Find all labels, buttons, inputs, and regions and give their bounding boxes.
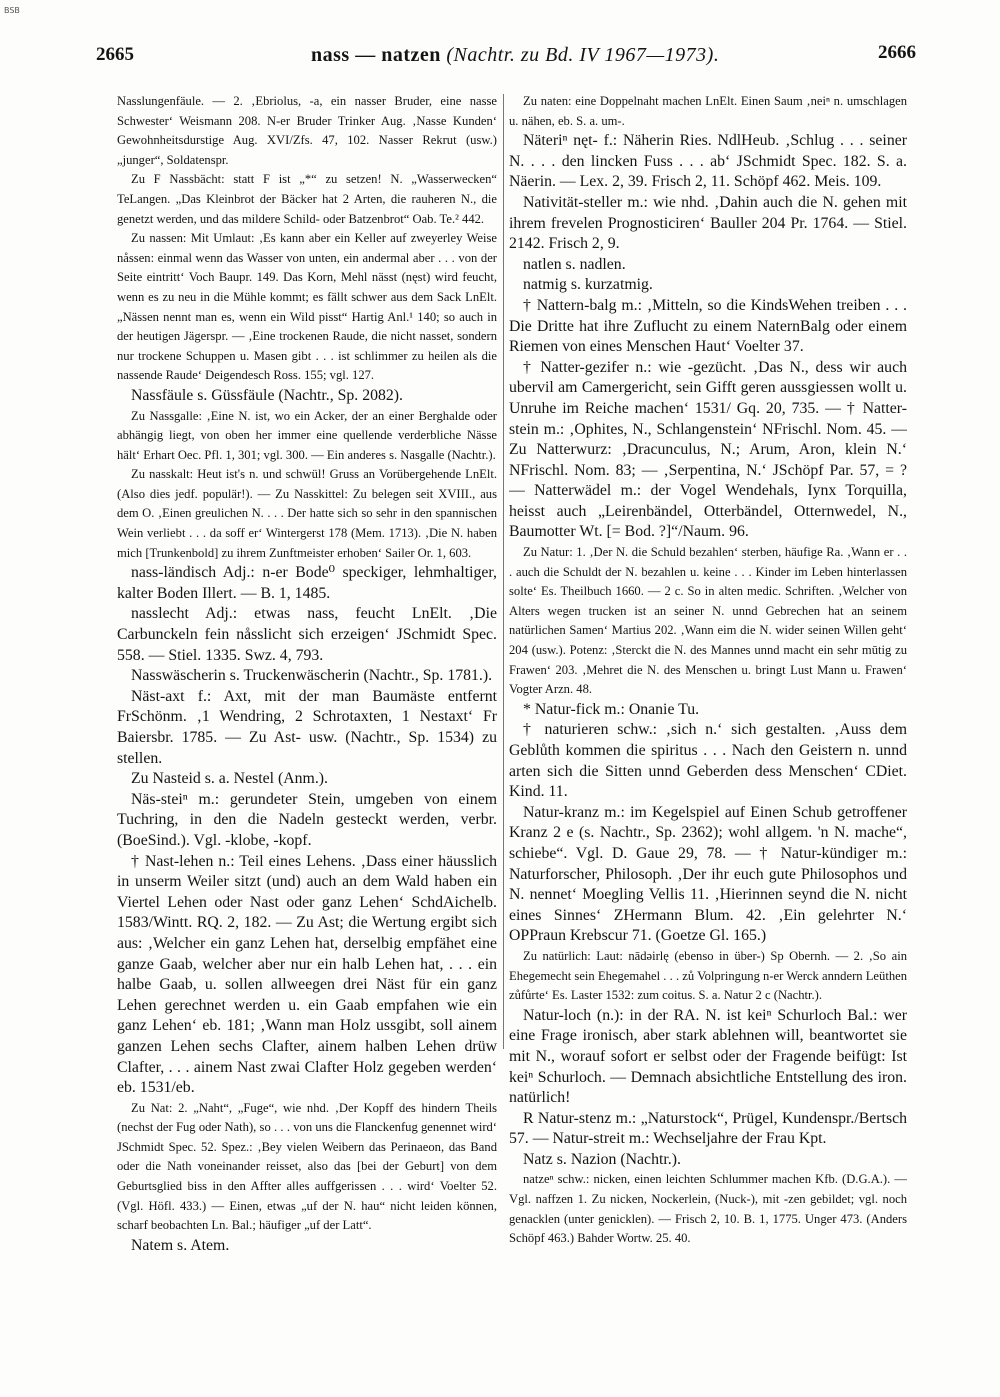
page-header: [96, 42, 916, 72]
entry-natur-stenz: R Natur-stenz m.: „Naturstock“, Prügel, Kundenspr./Bertsch 57. — Natur-streit m.: Wechseljahre der Frau Kpt.: [509, 1109, 907, 1148]
entry-natur: Zu Natur: 1. ‚Der N. die Schuld bezahlen‘ sterben, häufige Ra. ‚Wann er . . . auch die Schuldt der N. bezahlen u. keine . . . Kinder im Leben hinterlassen solte‘ Es. Theilbuch 1660. — 2 c. So in alten medic. Schriften. ‚Welcher von Alters wegen trucken ist an seiner N. unnd Gebrechen hat an seinem natürlichen Samen‘ Martius 202. ‚Wann eim die N. wider seinen Willen geht‘ 204 (usw.). Potenz: ‚Sterckt die N. des Mannes unnd macht ein sehr mūtig zu Frawen‘ 203. ‚Mehret die N. des Menschen u. bringt Lust Mann u. Frawen‘ Vogter Arzn. 48.: [509, 545, 907, 697]
library-stamp: BSB: [4, 6, 20, 15]
entry-nasskalt: Zu nasskalt: Heut ist's n. und schwül! Gruss an Vorübergehende LnElt. (Also dies jedf. populär!). — Zu Nasskittel: Zu belegen seit XVIII., aus dem O. ‚Einen greulichen N. . . . Der hatte sich so sehr in den spannischen Wein verliebt . . . da soff er‘ Wintergerst 178 (Mem. 1713). ‚Die N. haben mich [Trunkenbold] zu ihrem Zunftmeister erhoben‘ Sailer Or. 1, 603.: [117, 467, 497, 560]
entry-natem: Natem s. Atem.: [131, 1236, 230, 1254]
left-column: [117, 92, 497, 1382]
entry-naturieren: † naturieren schw.: ‚sich n.‘ sich gestalten. ‚Auss dem Geblůth kommen die spiritus . . . Nach den Geistern n. unnd arten sich die Sitten unnd Geberden dess Menschen‘ CDiet. Kind. 11.: [509, 721, 907, 801]
entry-nat: Zu Nat: 2. „Naht“, „Fuge“, wie nhd. ‚Der Kopff des hindern Theils (nechst der Fug oder Nath), so . . . von uns die Flanckenfug genennet wird‘ JSchmidt Spec. 52. Spez.: ‚Bey vielen Weibern das Perinaeon, das Band oder die Nath voneinander reisset, also das [bei der Geburt] von dem Geburtsglied biss in den Affter alles auffgerissen . . . wird‘ Voelter 52. (Vgl. Höfl. 433.) — Einen, etwas „uf der N. hau“ nicht leiden können, scharf beobachten Ln. Bal.; häufiger „uf der Latt“.: [117, 1100, 497, 1233]
entry-natz: Natz s. Nazion (Nachtr.).: [523, 1150, 681, 1168]
entry-nattern-balg: † Nattern-balg m.: ‚Mitteln, so die KindsWehen treiben . . . Die Dritte hat ihre Zuflucht zu einem NaternBalg oder einem Riemen von eines Menschen Haut‘ Voelter 37.: [509, 296, 907, 356]
entry-nasslungenfaeule: Nasslungenfäule. — 2. ‚Ebriolus, -a, ein nasser Bruder, eine nasse Schwester‘ Weismann 208. N-er Bruder Trinker Aug. ‚Nasse Kunden‘ Gewohnheitsdurstige Aug. XVI/Zfs. 47, 102. Nasser Rekrut (usw.) „junger“, Soldatenspr.: [117, 94, 497, 167]
entry-naten: Zu naten: eine Doppelnaht machen LnElt. Einen Saum ‚neiⁿ n. umschlagen u. nähen, eb. S. a. um-.: [509, 94, 907, 128]
entry-nativitaet-steller: Nativität-steller m.: wie nhd. ‚Dahin auch die N. gehen mit ihrem frevelen Prognosticiren‘ Bauller 204 Pr. 1764. — Stiel. 2142. Frisch 2, 9.: [509, 193, 907, 253]
right-column: [509, 92, 907, 1382]
entry-nassbaecht: Zu F Nassbächt: statt F ist „*“ zu setzen! N. „Wasserwecken“ TeLangen. „Das Kleinbrot der Bäcker hat 2 Arten, die rauheren N., die genetzt werden, und das mildere Schild- oder Batzenbrot“ Oab. Te.² 442.: [117, 172, 497, 226]
entry-natter-gezifer: † Natter-gezifer n.: wie -gezücht. ‚Das N., dess wir auch ubervil am Camergericht, sein Gifft geren aussgiessen wollt u. Unruhe im Reiche machen‘ 1531/ Gq. 20, 735. — † Natter-stein m.: ‚Ophites, N., Schlangenstein‘ NFrischl. Nom. 45. — Zu Natterwurz: ‚Dracunculus, N.; Arum, Aron, klein N.‘ NFrischl. Nom. 83; — ‚Serpentina, N.‘ JSchöpf Par. 57, = ? — Natterwädel m.: der Vogel Wendehals, Iynx Torquilla, heisst auch „Leirenbändel, Otterbändel, Otternwedel, N., Baumotter Wt. [= Bod. ?]“/Naum. 96.: [509, 358, 907, 541]
entry-nassfaeule: Nassfäule s. Güssfäule (Nachtr., Sp. 2082).: [131, 386, 404, 404]
entry-naeterin: Näteriⁿ nęt- f.: Näherin Ries. NdlHeub. ‚Schlug . . . seiner N. . . . den lincken Fuss . . . ab‘ JSchmidt Spec. 182. S. a. Näerin. — Lex. 2, 39. Frisch 2, 11. Schöpf 462. Meis. 109.: [509, 132, 907, 191]
page-number-left: 2665: [96, 44, 134, 65]
entry-nasswaescherin: Nasswäscherin s. Truckenwäscherin (Nachtr., Sp. 1781.).: [131, 667, 493, 685]
entry-natzen: natzeⁿ schw.: nicken, einen leichten Schlummer machen Kfb. (D.G.A.). — Vgl. naffzen 1. Zu nicken, Nockerlein, (Nuck-), mit -zen gebildet; vgl. noch genacklen (unter genicklen). — Frisch 2, 10. B. 1, 1775. Unger 473. (Anders Schöpf 463.) Bahder Wortw. 25. 40.: [509, 1172, 907, 1246]
entry-nassen: Zu nassen: Mit Umlaut: ‚Es kann aber ein Keller auf zweyerley Weise nåssen: einmal wenn das Wasser von unten, ein andermal aber . . . von der Seite eintritt‘ Voch Baupr. 149. Das Korn, Mehl nässt (nęst) wird feucht, wenn es zu neu in die Mühle kommt; es fällt schwer aus dem Sack LnElt. „Nässen nennt man es, wenn ein Wild pisst“ Hartig Anl.¹ 140; so auch in der heutigen Jägerspr. — ‚Eine trockenen Raude, die nicht nasset, sondern nur trockene Schuppen u. Masen gibt . . . ist schlimmer zu heilen als die nassende Raude‘ Deigendesch Ross. 155; vgl. 127.: [117, 231, 497, 383]
column-divider: [503, 94, 504, 1049]
entry-nass-laendisch: nass-ländisch Adj.: n-er Bode⁰ speckiger, lehmhaltiger, kalter Boden Illert. — B. 1, 1485.: [117, 564, 497, 602]
entry-naest-axt: Näst-axt f.: Axt, mit der man Baumäste entfernt FrSchönm. ‚1 Wendring, 2 Schrotaxten, 1 Nestaxt‘ Fr Baiersbr. 1785. — Zu Ast- usw. (Nachtr., Sp. 1534) zu stellen.: [117, 687, 497, 767]
entry-natur-loch: Natur-loch (n.): in der RA. N. ist keiⁿ Schurloch Bal.: wer eine Frage ironisch, aber stark ablehnen will, beantwortet sie mit N., worauf sofort er selbst oder der Fragende beifügt: Ist keiⁿ Schurloch. — Demnach absichtliche Entstellung des iron. natürlich!: [509, 1006, 907, 1107]
entry-natur-kranz: Natur-kranz m.: im Kegelspiel auf Einen Schub getroffener Kranz 2 e (s. Nachtr., Sp. 2362); wohl allgem. 'n N. mache“, schiebe“. Vgl. D. Gaue 29, 78. — † Natur-kündiger m.: Naturforscher, Philosoph. ‚Der ihr euch gute Philosophos und N. nennet‘ Moegling Vellis 11. ‚Hierinnen seynd die N. nicht eines Sinnes‘ ZHermann Blum. 42. ‚Ein gelehrter N.‘ OPPraun Krebscur 71. (Goetze Gl. 165.): [509, 803, 907, 945]
entry-nassgalle: Zu Nassgalle: ‚Eine N. ist, wo ein Acker, der an einer Berghalde oder abhängig liegt, von oben her immer eine quellende verderbliche Nässe hält‘ Erhart Oec. Pfl. 1, 301; vgl. 300. — Ein anderes s. Nasgalle (Nachtr.).: [117, 408, 497, 462]
running-head-note: (Nachtr. zu Bd. IV 1967—1973).: [446, 44, 720, 66]
running-head: [311, 44, 719, 67]
entry-natuerlich: Zu natürlich: Laut: nādəirlę (ebenso in über-) Sp Obernh. — 2. ‚So ain Ehegemecht sein Ehegemahel . . . zů Volpringung n-er Werck anndern Leüthen zůfůrte‘ Es. Laster 1532: zum coitus. S. a. Natur 2 c (Nachtr.).: [509, 948, 907, 1003]
entry-nast-lehen: † Nast-lehen n.: Teil eines Lehens. ‚Dass einer häusslich in unserm Weiler sitzt (und) auch an dem Wald haben ein Viertel Lehen oder Nast oder ganz Lehen‘ SchdAichelb. 1583/Wintt. RQ. 2, 182. — Zu Ast; die Wertung ergibt sich aus: ‚Welcher ein ganz Lehen hat, derselbig empfähet eine ganze Gaab, welcher aber nur ein halb Lehen hat, . . . ein halbe Gaab, u. sollen allweegen drei Näst für ein ganz Lehen gerechnet werden u. ein Gaab empfahen wie ein ganz Lehen‘ eb. 181; ‚Wann man Holz ussgibt, soll ainem ganzen Lehen sechs Clafter, ainem halben Lehen drüw Clafter, . . . ainem Nast zwai Clafter Holz gegeben werden‘ eb. 1531/eb.: [117, 852, 497, 1097]
page-number-right: 2666: [878, 42, 916, 63]
running-head-lemmas: nass — natzen: [311, 44, 441, 66]
entry-nasteid: Zu Nasteid s. a. Nestel (Anm.).: [131, 770, 328, 788]
entry-natmig: natmig s. kurzatmig.: [523, 276, 653, 294]
entry-nasslecht: nasslecht Adj.: etwas nass, feucht LnElt. ‚Die Carbunckeln fein nåsslicht sich erzeigen‘ JSchmidt Spec. 558. — Stiel. 1335. Swz. 4, 793.: [117, 605, 497, 664]
entry-natur-fick: * Natur-fick m.: Onanie Tu.: [523, 700, 700, 718]
entry-naes-stein: Näs-steiⁿ m.: gerundeter Stein, umgeben von einem Tuchring, in den die Nadeln gesteckt werden, verbr. (BoeSind.). Vgl. -klobe, -kopf.: [117, 790, 497, 849]
entry-natlen: natlen s. nadlen.: [523, 255, 626, 273]
